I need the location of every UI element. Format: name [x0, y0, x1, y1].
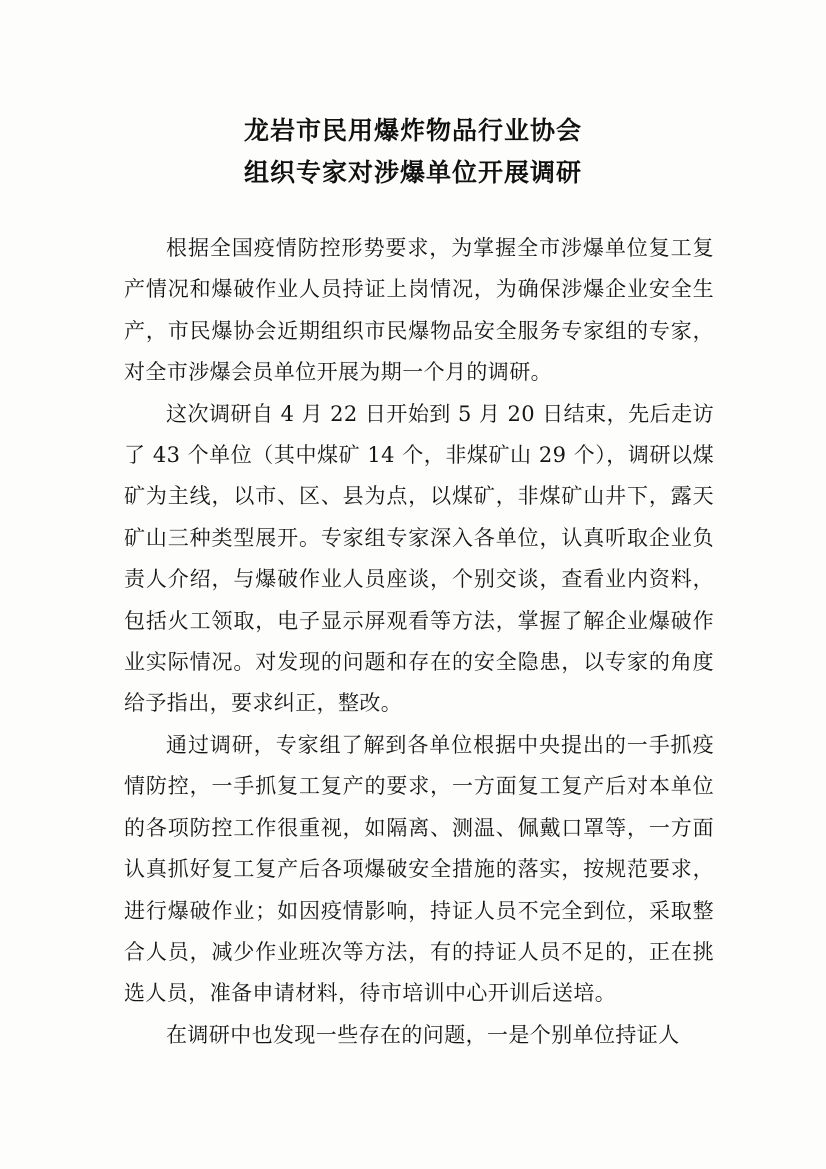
document-title — [0, 110, 826, 194]
paragraph-survey-details: 这次调研自 4 月 22 日开始到 5 月 20 日结束，先后走访了 43 个单位（其中煤矿 14 个，非煤矿山 29 个），调研以煤矿为主线，以市、区、县为点，以煤矿，非煤矿山井下，露天矿山三种类型展开。专家组专家深入各单位，认真听取企业负责人介绍，与爆破作业人员座谈，个别交谈，查看业内资料，包括火工领取，电子显示屏观看等方法，掌握了解企业爆破作业实际情况。对发现的问题和存在的安全隐患，以专家的角度给予指出，要求纠正，整改。 — [124, 401, 714, 716]
document-body — [124, 228, 714, 1056]
title-line-2: 组织专家对涉爆单位开展调研 — [243, 158, 582, 187]
paragraph-findings: 通过调研，专家组了解到各单位根据中央提出的一手抓疫情防控，一手抓复工复产的要求，一方面复工复产后对本单位的各项防控工作很重视，如隔离、测温、佩戴口罩等，一方面认真抓好复工复产后各项爆破安全措施的落实，按规范要求，进行爆破作业；如因疫情影响，持证人员不完全到位，采取整合人员，减少作业班次等方法，有的持证人员不足的，正在挑选人员，准备申请材料，待市培训中心开训后送培。 — [124, 732, 714, 1006]
paragraph-problems: 在调研中也发现一些存在的问题，一是个别单位持证人 — [166, 1022, 680, 1047]
title-line-1: 龙岩市民用爆炸物品行业协会 — [243, 116, 582, 145]
paragraph-intro: 根据全国疫情防控形势要求，为掌握全市涉爆单位复工复产情况和爆破作业人员持证上岗情况，为确保涉爆企业安全生产，市民爆协会近期组织市民爆物品安全服务专家组的专家，对全市涉爆会员单位开展为期一个月的调研。 — [124, 236, 714, 385]
